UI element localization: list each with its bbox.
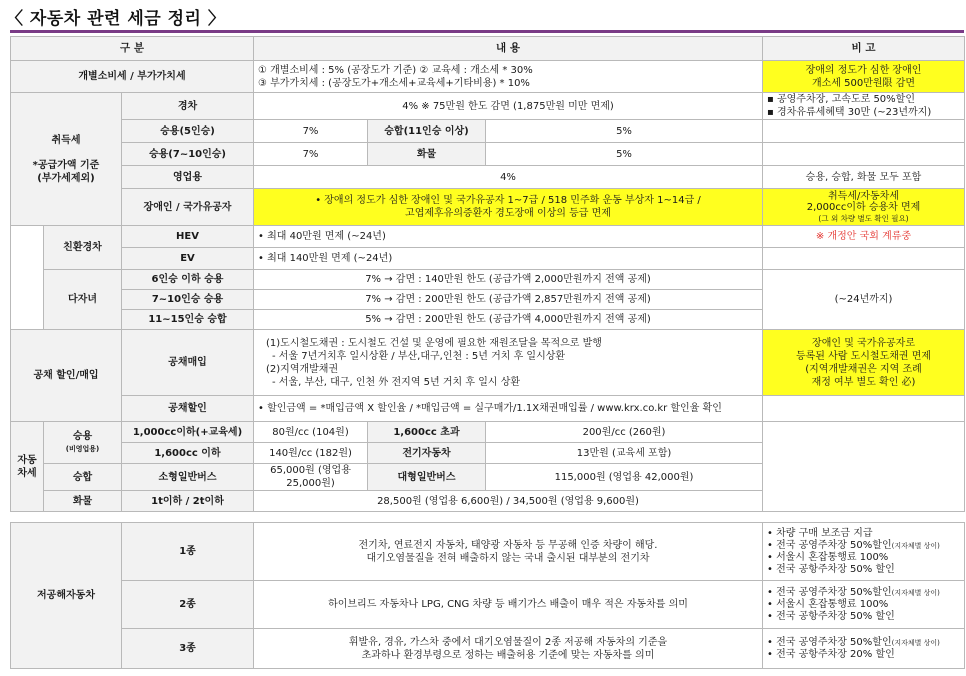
grade-1-note-3: • 전국 공항주차장 50% 할인 [767,563,895,575]
title-divider [10,30,964,33]
vt-r4-value: 28,500원 (영업용 6,600원) / 34,500원 (영업용 9,600원) [254,491,763,512]
vt-r3b-label: 대형일반버스 [368,464,486,491]
header-content: 내 용 [254,37,763,61]
multi-child-note: (~24년까지) [763,270,965,330]
hev-value: • 최대 40만원 면제 (~24년) [254,226,763,248]
vehicle-tax-label-1: 자동 [17,454,37,466]
vt-r4-label: 1t이하 / 2t이하 [122,491,254,512]
car5-value: 7% [254,120,368,143]
excise-row [11,61,965,93]
bond-purchase-line2: - 서울 7년거치후 일시상환 / 부산,대구,인천 : 5년 거치 후 일시상환 [272,350,566,362]
grade-3-desc2: 초과하나 환경부령으로 정하는 배출허용 기준에 맞는 자동차를 의미 [361,649,655,661]
multi-child-r2-value: 7% → 감면 : 200만원 한도 (공급가액 2,857만원까지 전액 공제) [254,290,763,310]
van-label: 승합 [44,464,122,491]
header-category: 구 분 [11,37,254,61]
acquisition-label: 취득세 [51,134,81,146]
truck-value: 5% [486,143,763,166]
page-title: 〈 자동차 관련 세금 정리 〉 [6,9,226,29]
eco-label: 친환경차 [44,226,122,270]
excise-note2: 개소세 500만원限 감면 [811,77,916,89]
vt-r3b-value: 115,000원 (영업용 42,000원) [486,464,763,491]
excise-line2: ③ 부가가치세 : (공장도가+개소세+교육세+기타비용) * 10% [258,77,530,89]
grade-3-note-0: • 전국 공영주차장 50%할인(지자체별 상이) [767,636,940,648]
low-emission-label: 저공해자동차 [11,523,122,669]
grade-1-note-1: • 전국 공영주차장 50%할인(지자체별 상이) [767,539,940,551]
disabled-label: 장애인 / 국가유공자 [122,189,254,226]
multi-child-r3-value: 5% → 감면 : 200만원 한도 (공급가액 4,000만원까지 전액 공제) [254,310,763,330]
header-note: 비 고 [763,37,965,61]
bond-note1: 장애인 및 국가유공자로 [812,337,915,349]
vt-r1-label: 1,000cc이하(+교육세) [122,422,254,443]
bond-discount-label: 공채할인 [122,396,254,422]
disabled-note1: 취득세/자동차세 [828,190,900,202]
disabled-note2: 2,000cc이하 승용차 면제 [806,201,921,213]
light-car-value: 4% ※ 75만원 한도 감면 (1,875만원 미만 면제) [254,93,763,120]
ev-value: • 최대 140만원 면제 (~24년) [254,248,763,270]
bonds-label: 공채 할인/매입 [11,330,122,422]
tax-summary-table [10,36,965,512]
hev-label: HEV [122,226,254,248]
business-label: 영업용 [122,166,254,189]
bond-note2: 등록된 사람 도시철도채권 면제 [795,350,932,362]
bond-purchase-line3: (2)지역개발채권 [266,363,339,375]
bond-note4: 재정 여부 별도 확인 必) [811,376,916,388]
hev-note: ※ 개정안 국회 계류중 [763,226,965,248]
vt-r3-label: 소형일반버스 [122,464,254,491]
grade-1-note-0: • 차량 구매 보조금 지급 [767,527,873,539]
van11-value: 5% [486,120,763,143]
grade-3-desc1: 휘발유, 경유, 가스차 중에서 대기오염물질이 2종 저공해 자동차의 기준을 [348,636,668,648]
grade-1-desc2: 대기오염물질을 전혀 배출하지 않는 국내 출시된 대부분의 전기차 [366,552,650,564]
grade-2-note-2: • 전국 공항주차장 50% 할인 [767,610,895,622]
business-value: 4% [254,166,763,189]
ev-label: EV [122,248,254,270]
vt-r2b-label: 전기자동차 [368,443,486,464]
excise-line1: ① 개별소비세 : 5% (공장도가 기준) ② 교육세 : 개소세 * 30% [258,64,533,76]
vehicle-tax-label-2: 차세 [17,467,37,479]
bond-note3: (지역개발채권은 지역 조례 [805,363,922,375]
passenger-label: 승용 [72,430,93,442]
vt-r2-label: 1,600cc 이하 [122,443,254,464]
light-car-note1: ▪ 공영주차장, 고속도로 50%할인 [767,94,915,105]
multi-child-r2-label: 7~10인승 승용 [122,290,254,310]
vt-r2-value: 140원/cc (182원) [254,443,368,464]
multi-child-r1-label: 6인승 이하 승용 [122,270,254,290]
vt-r1b-value: 200원/cc (260원) [486,422,763,443]
light-car-label: 경차 [122,93,254,120]
grade-1-label: 1종 [122,523,254,581]
van11-label: 승합(11인승 이상) [368,120,486,143]
bond-purchase-line1: (1)도시철도채권 : 도시철도 건설 및 운영에 필요한 재원조달을 목적으로 발행 [266,337,602,349]
truck-tax-label: 화물 [44,491,122,512]
disabled-note3: (그 외 차량 별도 확인 필요) [818,213,909,223]
excise-label: 개별소비세 / 부가가치세 [11,61,254,93]
grade-3-note-1: • 전국 공항주차장 20% 할인 [767,648,895,660]
grade-3-label: 3종 [122,629,254,669]
grade-1-desc1: 전기차, 연료전지 자동차, 태양광 자동차 등 무공해 인증 차량이 해당. [358,539,658,551]
acquisition-sublabel2: (부가세제외) [37,172,95,184]
grade-1-note-2: • 서울시 혼잡통행료 100% [767,551,889,563]
multi-child-r3-label: 11~15인승 승합 [122,310,254,330]
bond-purchase-line4: - 서울, 부산, 대구, 인천 外 전지역 5년 거치 후 일시 상환 [272,376,521,388]
grade-2-desc1: 하이브리드 자동차나 LPG, CNG 차량 등 배기가스 배출이 매우 적은 자동차를 의미 [254,581,763,629]
vt-r3-value: 65,000원 (영업용 25,000원) [254,464,368,491]
vt-r1-value: 80원/cc (104원) [254,422,368,443]
truck-label: 화물 [368,143,486,166]
business-note: 승용, 승합, 화물 모두 포함 [763,166,965,189]
grade-2-label: 2종 [122,581,254,629]
multi-child-r1-value: 7% → 감면 : 140만원 한도 (공급가액 2,000만원까지 전액 공제) [254,270,763,290]
car5-label: 승용(5인승) [122,120,254,143]
acquisition-sublabel1: *공급가액 기준 [32,159,100,171]
bond-discount-value: • 할인금액 = *매입금액 X 할인율 / *매입금액 = 실구매가/1.1X채권매입률 / www.krx.co.kr 할인율 확인 [254,396,763,422]
light-car-note2: ▪ 경차유류세혜택 30만 (~23년까지) [767,107,932,118]
disabled-line2: 고엽제후유의증환자 경도장애 이상의 등급 면제 [405,208,611,219]
grade-2-note-1: • 서울시 혼잡통행료 100% [767,598,889,610]
vt-r1b-label: 1,600cc 초과 [368,422,486,443]
excise-note1: 장애의 정도가 심한 장애인 [805,64,922,76]
disabled-line1: • 장애의 정도가 심한 장애인 및 국가유공자 1~7급 / 518 민주화 운동 부상자 1~14급 / [315,195,701,206]
car7-10-value: 7% [254,143,368,166]
vt-r2b-value: 13만원 (교육세 포함) [486,443,763,464]
multi-child-label: 다자녀 [44,270,122,330]
car7-10-label: 승용(7~10인승) [122,143,254,166]
low-emission-table [10,522,965,669]
passenger-sub: (비영업용) [65,444,100,453]
grade-2-note-0: • 전국 공영주차장 50%할인(지자체별 상이) [767,586,940,598]
bond-purchase-label: 공채매입 [122,330,254,396]
